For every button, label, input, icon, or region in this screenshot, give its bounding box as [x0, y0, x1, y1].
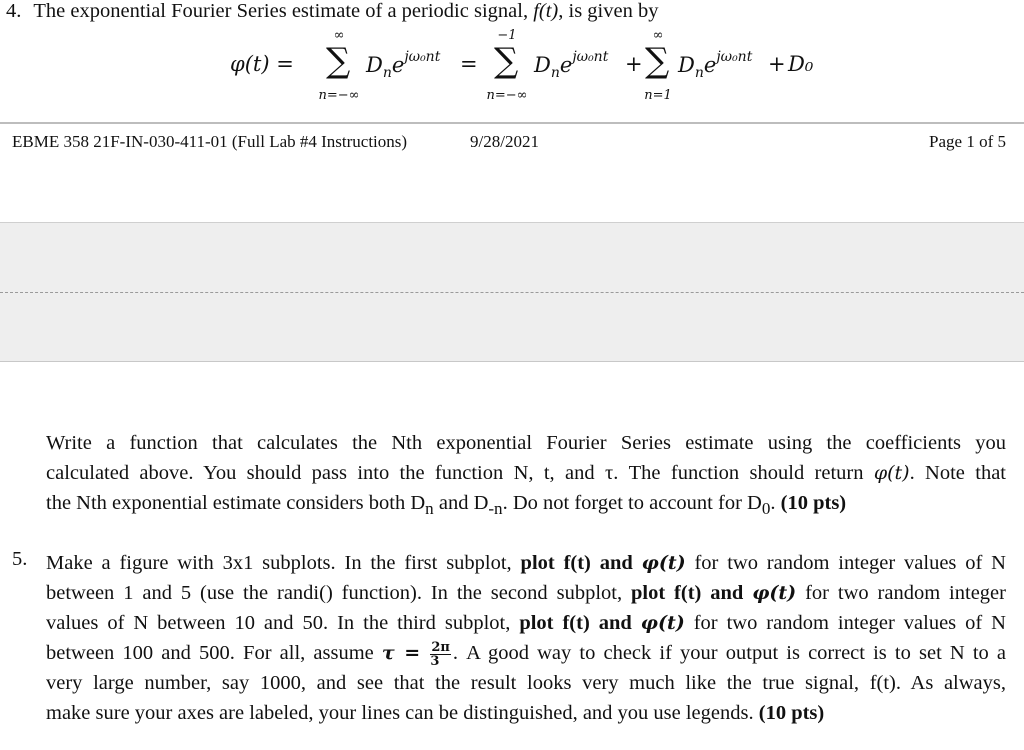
sum-1-term: $D_ne^{j\omega_0nt}$ [366, 49, 441, 82]
fourier-series-equation [0, 28, 1024, 118]
sum-3-lower: n=1 [644, 88, 672, 103]
signal-symbol: f(t) [533, 0, 559, 22]
footer-course: EBME 358 21F-IN-030-411-01 (Full Lab #4 Instructions) [12, 132, 408, 151]
q5-line-5: very large number, say 1000, and see that the result looks very much like the true signal, f(t). As always, [46, 672, 1006, 694]
page-break-band-bottom [0, 293, 1024, 362]
points-label: (10 pts) [758, 702, 825, 724]
summation-sign-3: ∑ [645, 41, 670, 81]
sum-2-lower: n=−∞ [486, 88, 528, 103]
q5-line-4: between 100 and 500. For all, assume τ = $\frac{2\pi}{3}$ . A good way to check if your output is correct is to set N to a [46, 639, 1007, 669]
sum-3-upper: ∞ [652, 28, 664, 43]
sum-1-lower: n=−∞ [318, 88, 360, 103]
question-4-intro: The exponential Fourier Series estimate of a periodic signal, [33, 0, 529, 22]
q5-line-3: values of N between 10 and 50. In the third subplot, plot f(t) and φ(t) for two random integer values of N [46, 612, 1006, 634]
footer-date: 9/28/2021 [470, 132, 539, 151]
footer-rule [0, 122, 1024, 124]
question-number: 4. [6, 0, 22, 22]
footer-page-number: Page 1 of 5 [929, 132, 1006, 151]
sum-1-upper: ∞ [333, 28, 345, 43]
q5-line-1: Make a figure with 3x1 subplots. In the first subplot, plot f(t) and φ(t) for two random integer values of N [46, 552, 1006, 574]
para-a-line-2: calculated above. You should pass into the function N, t, and τ. The function should return φ(t). Note that [46, 462, 1006, 484]
tau-fraction: $\frac{2\pi}{3}$ [430, 639, 450, 669]
q5-line-6: make sure your axes are labeled, your lines can be distinguished, and you use legends. (10 pts) [46, 702, 825, 724]
summation-sign-2: ∑ [494, 41, 519, 81]
question-5-paragraph [46, 548, 1006, 728]
points-label: (10 pts) [780, 492, 847, 514]
page-break-band-top [0, 222, 1024, 293]
d0-term: D₀ [788, 52, 814, 76]
summation-sign-1: ∑ [326, 41, 351, 81]
sum-3-term: $D_ne^{j\omega_0nt}$ [678, 49, 753, 82]
sum-2-upper: −1 [497, 28, 517, 43]
question-4-intro-end: , is given by [558, 0, 659, 22]
equals-sign: = [460, 52, 478, 76]
para-a-line-1: Write a function that calculates the Nth exponential Fourier Series estimate using the coefficients you [46, 432, 1006, 454]
question-5-number: 5. [12, 548, 28, 570]
plus-sign: + [625, 52, 643, 76]
plus-d0-sign: + [768, 52, 786, 76]
q5-line-2: between 1 and 5 (use the randi() function). In the second subplot, plot f(t) and φ(t) for two random integer [46, 582, 1006, 604]
question-4-heading [6, 0, 658, 23]
function-instructions-paragraph [46, 428, 1006, 524]
sum-2-term: $D_ne^{j\omega_0nt}$ [534, 49, 609, 82]
equation-lhs: φ(t) = [230, 52, 294, 76]
para-a-line-3: the Nth exponential estimate considers both $D_n$ and $D_{-n}$. Do not forget to account for $D_0$. (10 pts) [46, 492, 847, 519]
